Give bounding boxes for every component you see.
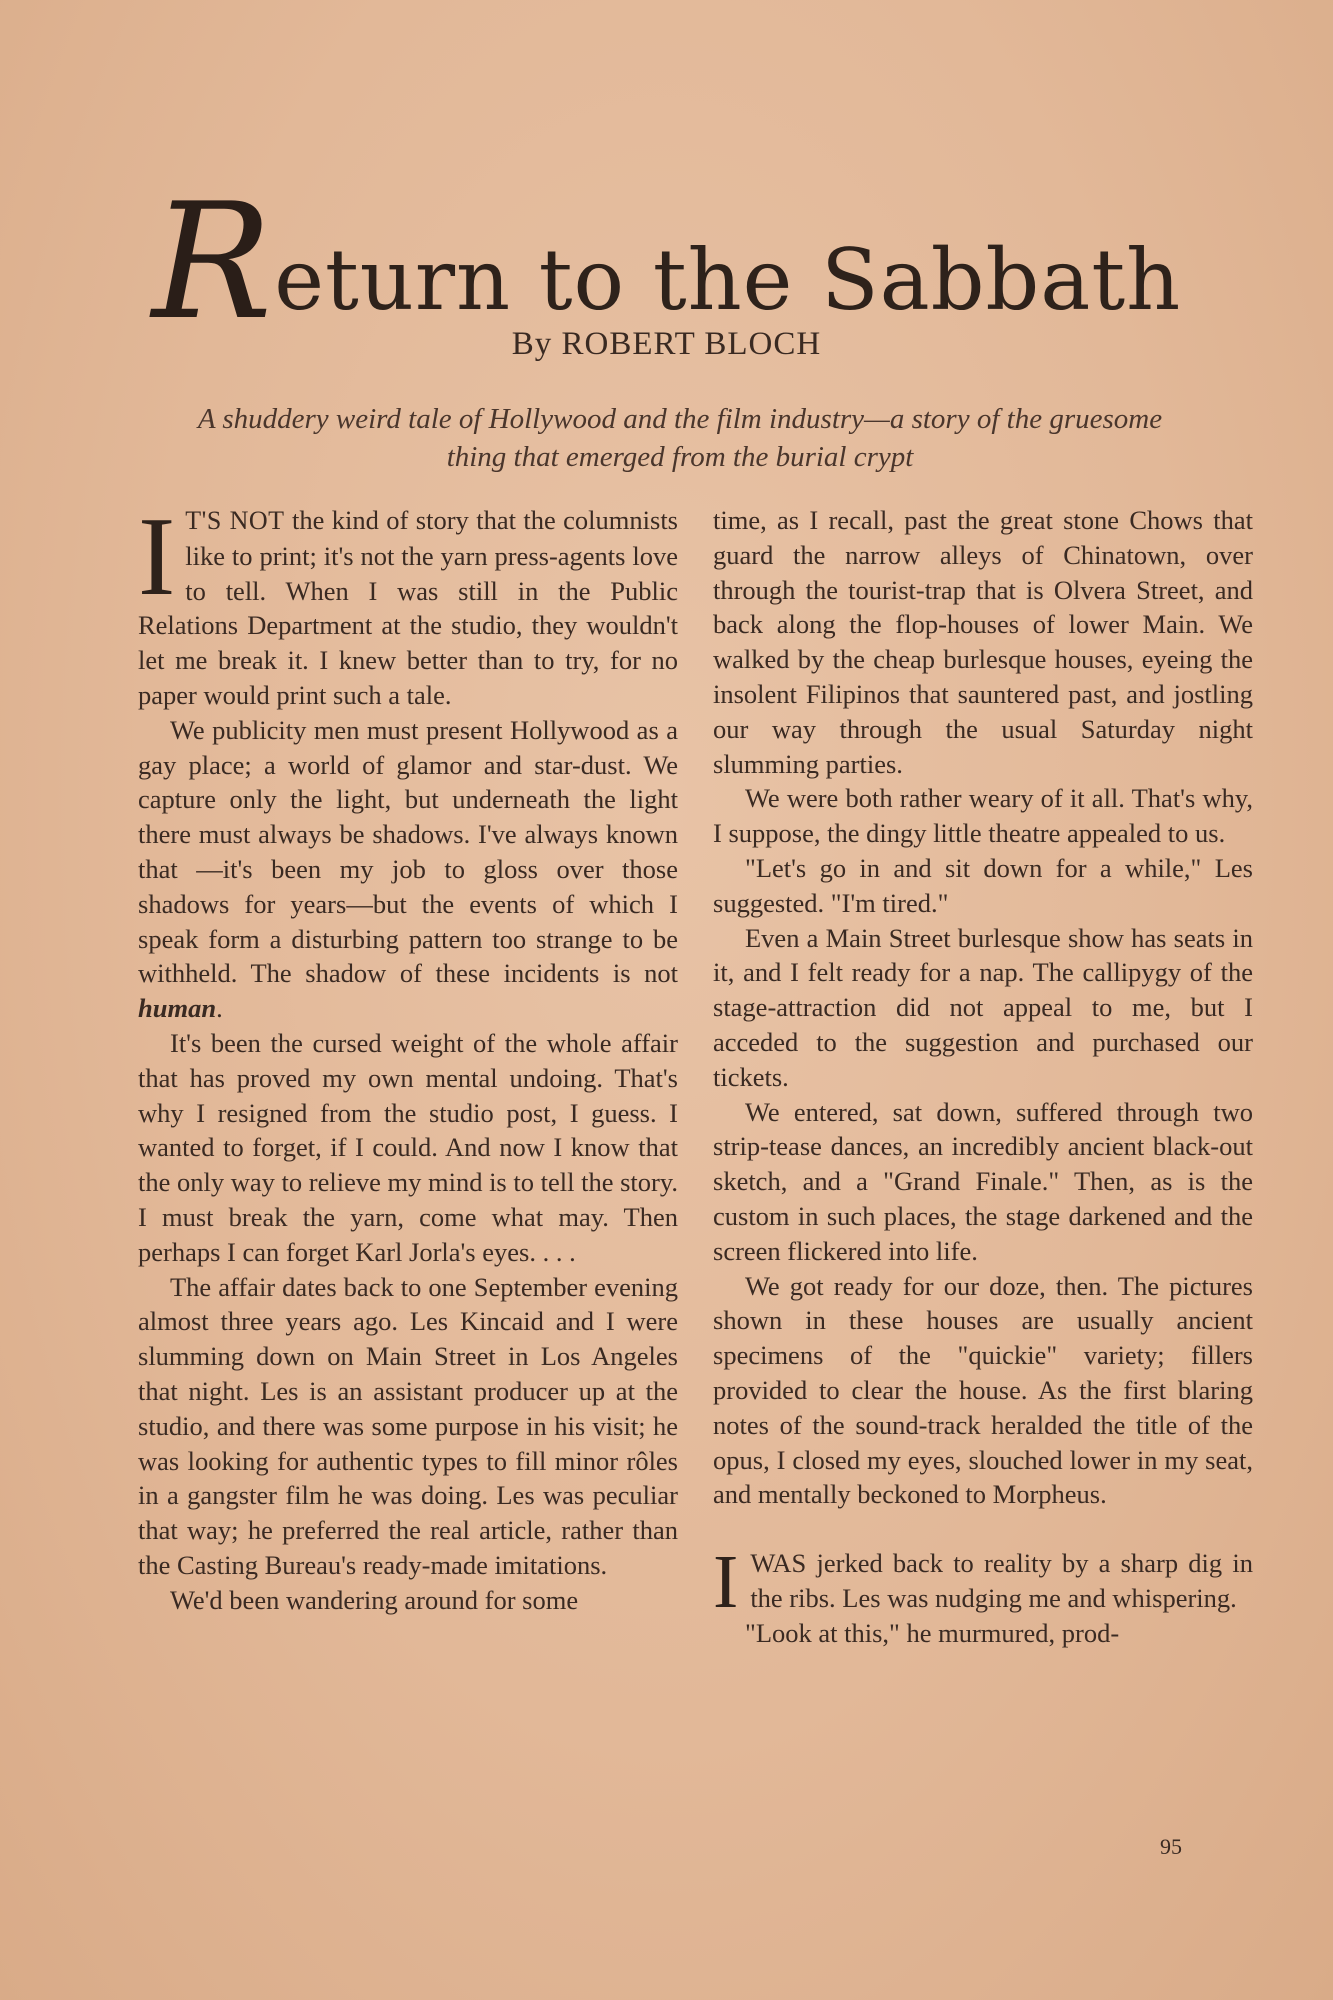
title-rest: eturn to the Sabbath xyxy=(274,231,1182,329)
paragraph: We got ready for our doze, then. The pictures shown in these houses are usually ancient specimens of the "quickie" variety; fillers provided to clear the house. As the first blaring notes of the sound-track heralded the title of the opus, I closed my eyes, slouched lower in my seat, and mentally beckoned to Morpheus. xyxy=(713,1270,1253,1510)
page-number: 95 xyxy=(1160,1834,1182,1859)
paragraph: It's been the cursed weight of the whole affair that has proved my own mental undoing. That's why I resigned from the studio post, I guess. I wanted to forget, if I could. And now I know that the only way to relieve my mind is to tell the story. I must break the yarn, come what may. Then perhaps I can forget Karl Jorla's eyes. . . . xyxy=(138,1027,678,1267)
drop-cap: I xyxy=(138,495,176,619)
lead-in: WAS xyxy=(750,1548,807,1579)
paragraph-text: . xyxy=(216,993,223,1024)
paragraph: We were both rather weary of it all. That's why, I suppose, the dingy little theatre appealed to us. xyxy=(713,783,1253,849)
story-blurb: A shuddery weird tale of Hollywood and the film industry—a story of the gruesome thing that emerged from the burial crypt xyxy=(197,403,1163,473)
paragraph-text: the kind of story that the columnists like to print; it's not the yarn press-agents love to tell. When I was still in the Public Relations Department at the studio, they wouldn't let me break it. I knew better than to try, for no paper would print such a tale. xyxy=(138,505,678,710)
paragraph xyxy=(138,713,678,1026)
left-column xyxy=(138,495,678,1618)
paragraph: We entered, sat down, suffered through two strip-tease dances, an incredibly ancient black-out sketch, and a "Grand Finale." Then, as is the custom in such places, the stage darkened and the screen flickered into life. xyxy=(713,1096,1253,1266)
paragraph: "Look at this," he murmured, prod- xyxy=(745,1617,1120,1648)
lead-in: T'S NOT xyxy=(185,506,285,535)
paragraph: Even a Main Street burlesque show has seats in it, and I felt ready for a nap. The callipygy of the stage-attraction did not appeal to me, but I acceded to the suggestion and purchased our tickets. xyxy=(713,922,1253,1092)
byline: By ROBERT BLOCH xyxy=(511,326,822,362)
paragraph-text: jerked back to reality by a sharp dig in the ribs. Les was nudging me and whispering. xyxy=(750,1548,1253,1613)
paragraph: We'd been wandering around for some xyxy=(170,1584,579,1615)
paragraph: "Let's go in and sit down for a while," Les suggested. "I'm tired." xyxy=(713,852,1253,918)
drop-cap: I xyxy=(713,1540,739,1625)
paragraph xyxy=(138,495,678,713)
paragraph: The affair dates back to one September evening almost three years ago. Les Kincaid and I were slumming down on Main Street in Los Angeles that night. Les is an assistant producer up at the studio, and there was some purpose in his visit; he was looking for authentic types to fill minor rôles in a gangster film he was doing. Les was peculiar that way; he preferred the real article, rather than the Casting Bureau's ready-made imitations. xyxy=(138,1271,678,1580)
title-initial: R xyxy=(151,168,273,355)
paragraph xyxy=(713,1540,1253,1625)
paragraph-text: We publicity men must present Hollywood as a gay place; a world of glamor and star-dust. We capture only the light, but underneath the light there must always be shadows. I've always known that —it's been my job to gloss over those shadows for years—but the events of which I speak form a disturbing pattern too strange to be withheld. The shadow of these incidents is not xyxy=(138,714,678,989)
paragraph: time, as I recall, past the great stone Chows that guard the narrow alleys of Chinatown, over through the tourist-trap that is Olvera Street, and back along the flop-houses of lower Main. We walked by the cheap burlesque houses, eyeing the insolent Filipinos that sauntered past, and jostling our way through the usual Saturday night slumming parties. xyxy=(713,505,1253,779)
emphasis: human xyxy=(138,993,217,1024)
right-column xyxy=(713,503,1253,1651)
